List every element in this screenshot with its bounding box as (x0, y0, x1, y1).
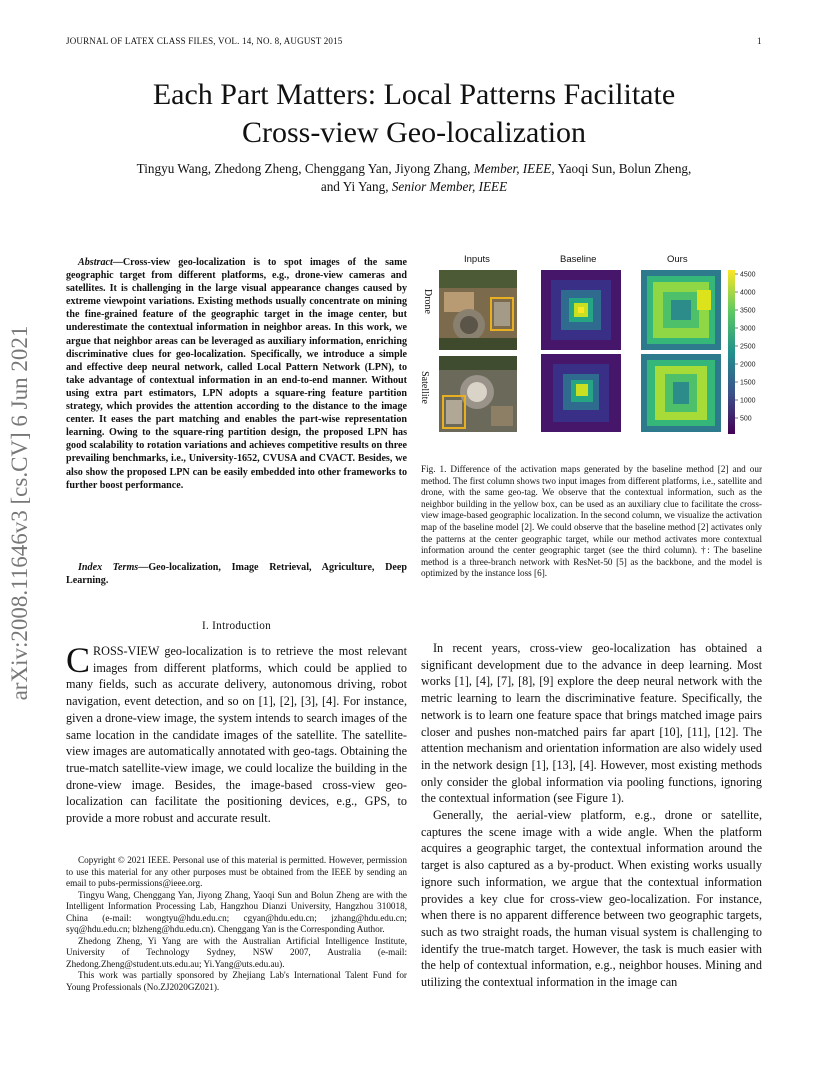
colorbar-tick-label: 4000 (740, 289, 756, 297)
authors-line2: and Yi Yang, (320, 179, 392, 194)
title-line-1: Each Part Matters: Local Patterns Facilitate (152, 78, 676, 111)
section-heading: I. Introduction (201, 620, 272, 632)
drone-input-image (439, 270, 517, 350)
authors-a: Tingyu Wang, Zhedong Zheng, Chenggang Yan, Jiyong Zhang, (136, 161, 474, 176)
baseline-heatmap-satellite (541, 354, 621, 432)
col-label-inputs: Inputs (464, 254, 490, 265)
right-paragraph-1: In recent years, cross-view geo-localization has obtained a significant development due to the advance in deep learning. Most works [1], [4], [7], [8], [9] explore the deep neural network with the metric learning to learn the discriminative feature. Specifically, the network is to learn one feature space that brings matched image pairs closer and pushes non-matched pairs far apart [10], [11], [12]. The attention mechanism and orientation information are also widely used in the network design [1], [13], [4]. However, most existing methods only consider the global information via pooling functions, ignoring the contextual information (see Figure 1). (421, 641, 762, 806)
right-paragraph-2: Generally, the aerial-view platform, e.g., drone or satellite, captures the scene image with a wide angle. When the platform acquires a geographic target, the contextual information around the target is also captured as a by-product. When existing works usually ignore such information, we argue that the contextual information provides a key clue for cross-view geo-localization. For instance, when there is no apparent difference between two geographic targets, such as two straight roads, the human visual system is challenging to identify the true-match target. However, the task is much easier with the help of contextual information, e.g., neighbor houses. Mining and utilizing the contextual information in the image can (421, 808, 762, 990)
footnote-funding: This work was partially sponsored by Zhejiang Lab's International Talent Fund for Young Professionals (No.ZJ2020GZ021). (66, 970, 407, 992)
colorbar-tick-label: 4500 (740, 271, 756, 279)
footnote-copyright: Copyright © 2021 IEEE. Personal use of this material is permitted. However, permission to use this material for any other purposes must be obtained from the IEEE by sending an email to pubs-permissions@ieee.org. (66, 855, 407, 888)
author-list (60, 160, 768, 196)
col-label-ours: Ours (667, 254, 688, 265)
row-label-drone: Drone (422, 289, 433, 314)
row-label-satellite: Satellite (418, 371, 430, 404)
col-label-baseline: Baseline (560, 254, 597, 265)
arxiv-stamp-text: arXiv:2008.11646v3 [cs.CV] 6 Jun 2021 (7, 325, 32, 701)
colorbar-tick-label: 1500 (740, 379, 756, 387)
footnote-affil-2: Zhedong Zheng, Yi Yang are with the Australian Artificial Intelligence Institute, University of Technology Sydney, NSW 2007, Australia (e-mail: Zhedong.Zheng@student.uts.edu.au; Yi.Yang@uts.edu.au). (66, 935, 407, 969)
right-column-text (421, 640, 762, 991)
title-line-2: Cross-view Geo-localization (241, 116, 587, 149)
colorbar-tick-label: 500 (740, 415, 752, 423)
figure-caption: Fig. 1. Difference of the activation maps generated by the baseline method [2] and our method. The first column shows two input images from different platforms, i.e., satellite and drone, with the same geo-tag. We observe that the contextual information, such as the neighbor building in the yellow box, can be used as an auxiliary clue to facilitate the cross-view image-based geographic localization. In the second column, we visualize the activation map of the baseline model [2]. We could observe that the baseline method [2] activates only the patterns at the center geographic target, while our method activates more contextual information around the center geographic target (see the third column). †: The baseline method is a three-branch network with ResNet-50 [5] as the backbone, and the model is optimized by the instance loss [6]. (421, 464, 762, 579)
dropcap: C (66, 640, 91, 680)
intro-text: ROSS-VIEW geo-localization is to retrieve the most relevant images from different platforms, which could be applied to many fields, such as accurate delivery, autonomous driving, robot navigation, event detection, and so on [1], [2], [3], [4]. For instance, given a drone-view image, the system intends to search images of the same location in the candidate images of the satellite. The satellite-view images are automatically annotated with geo-tags. Obtaining the true-match satellite-view image, we could localize the building in the drone-view image. Besides, the image-based cross-view geo-localization can facilitate the positioning devices, e.g., GPS, to provide a more robust and accurate result. (66, 644, 407, 826)
page-number: 1 (757, 36, 762, 46)
paper-title (60, 76, 768, 152)
baseline-heatmap-drone (541, 270, 621, 350)
figure-1 (420, 254, 780, 450)
index-label: Index Terms (78, 562, 139, 573)
intro-paragraph (66, 640, 407, 827)
colorbar (728, 270, 780, 434)
authors-role-1: Member, IEEE (473, 161, 552, 176)
colorbar-tick-label: 2500 (740, 343, 756, 351)
abstract-label: Abstract (78, 257, 113, 268)
authors-role-2: Senior Member, IEEE (391, 179, 508, 194)
ours-heatmap-drone (641, 270, 721, 350)
footnotes (66, 855, 407, 993)
colorbar-tick-label: 3500 (740, 307, 756, 315)
colorbar-tick-label: 1000 (740, 397, 756, 405)
abstract (66, 256, 407, 492)
colorbar-tick-label: 2000 (740, 361, 756, 369)
arxiv-stamp (0, 0, 40, 1072)
footnote-affil-1: Tingyu Wang, Chenggang Yan, Jiyong Zhang, Yaoqi Sun and Bolun Zheng are with the Intelligent Information Processing Lab, Hangzhou Dianzi University, Hangzhou 310018, China (e-mail: wongtyu@hdu.edu.cn; cgyan@hdu.edu.cn; jzhang@hdu.edu.cn; syq@hdu.edu.cn; blzheng@hdu.edu.cn). Chenggang Yan is the Corresponding Author. (66, 889, 407, 934)
running-header: JOURNAL OF LATEX CLASS FILES, VOL. 14, NO. 8, AUGUST 2015 (66, 36, 343, 46)
satellite-input-image (439, 356, 517, 432)
authors-c: , Yaoqi Sun, Bolun Zheng, (551, 161, 692, 176)
colorbar-tick-label: 3000 (740, 325, 756, 333)
index-text: —Geo-localization, Image Retrieval, Agriculture, Deep Learning. (66, 562, 407, 587)
index-terms (66, 561, 407, 587)
ours-heatmap-satellite (641, 354, 721, 432)
abstract-text: —Cross-view geo-localization is to spot images of the same geographic target from different platforms, e.g., drone-view cameras and satellites. It is challenging in the large visual appearance changes caused by extreme viewpoint variations. Existing methods usually concentrate on mining the fine-grained feature of the geographic target in the image center, but underestimate the contextual information in neighbor areas. In this work, we argue that neighbor areas can be leveraged as auxiliary information, enriching discriminative clues for geo-localization. Specifically, we introduce a simple and effective deep neural network, called Local Pattern Network (LPN), to take advantage of contextual information in an end-to-end manner. Without using extra part estimators, LPN adopts a square-ring feature partition strategy, which provides the attention according to the distance to the image center. It eases the part matching and enables the part-wise representation learning. Owing to the square-ring partition design, the proposed LPN has good scalability to rotation variations and achieves competitive results on three prevailing benchmarks, i.e., University-1652, CVUSA and CVACT. Besides, we also show the proposed LPN can be easily embedded into other frameworks to further boost performance. (66, 257, 407, 491)
